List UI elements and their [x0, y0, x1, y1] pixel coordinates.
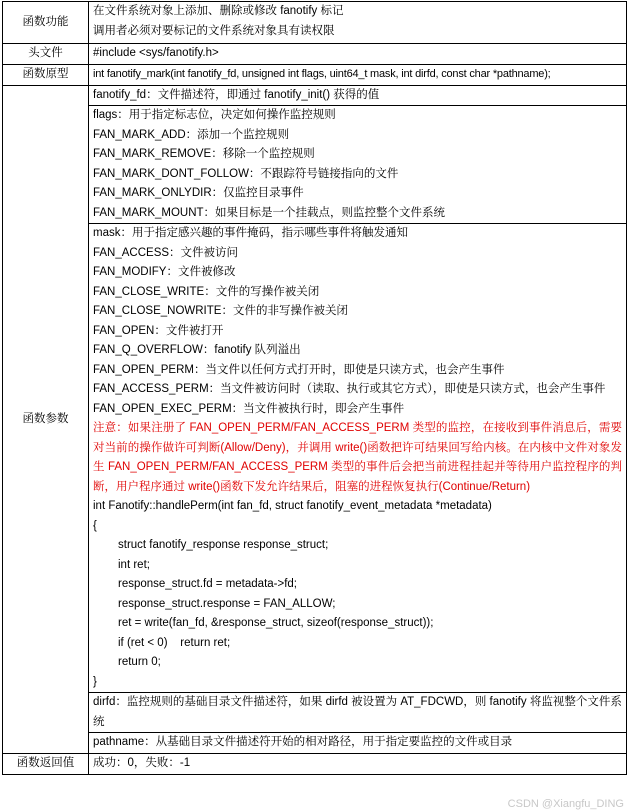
row-return: [3, 754, 627, 775]
mask-line: FAN_OPEN：文件被打开: [93, 324, 224, 337]
row-param-fanotify-fd: [3, 85, 627, 106]
value-return: 成功：0，失败：-1: [89, 754, 627, 775]
value-prototype: int fanotify_mark(int fanotify_fd, unsigned int flags, uint64_t mask, int dirfd, const char *pathname);: [89, 65, 627, 86]
code-line: ret = write(fan_fd, &response_struct, sizeof(response_struct));: [118, 617, 434, 629]
mask-line: FAN_CLOSE_WRITE：文件的写操作被关闭: [93, 285, 320, 298]
value-function: [89, 2, 627, 44]
mask-line: FAN_ACCESS：文件被访问: [93, 246, 239, 259]
param-dirfd: dirfd：监控规则的基础目录文件描述符，如果 dirfd 被设置为 AT_FDCWD，则 fanotify 将监视整个文件系统: [89, 693, 627, 733]
flags-line: FAN_MARK_DONT_FOLLOW：不跟踪符号链接指向的文件: [93, 167, 399, 180]
param-fanotify-fd: fanotify_fd：文件描述符，即通过 fanotify_init() 获得的值: [89, 85, 627, 106]
value-header: #include <sys/fanotify.h>: [89, 44, 627, 65]
label-return: 函数返回值: [3, 754, 89, 775]
row-header: [3, 44, 627, 65]
code-line: if (ret < 0) return ret;: [118, 636, 231, 649]
label-prototype: 函数原型: [3, 65, 89, 86]
code-line: struct fanotify_response response_struct;: [118, 539, 329, 551]
code-line: response_struct.fd = metadata->fd;: [118, 578, 297, 590]
mask-line: FAN_Q_OVERFLOW：fanotify 队列溢出: [93, 344, 301, 356]
row-param-dirfd: [3, 693, 627, 733]
row-prototype: [3, 65, 627, 86]
code-line: {: [93, 519, 97, 532]
flags-line: flags：用于指定标志位，决定如何操作监控规则: [93, 109, 336, 121]
code-line: int ret;: [118, 558, 150, 571]
param-pathname: pathname：从基础目录文件描述符开始的相对路径，用于指定要监控的文件或目录: [89, 733, 627, 754]
mask-line: FAN_OPEN_EXEC_PERM：当文件被执行时，即会产生事件: [93, 402, 405, 415]
row-param-flags: [3, 106, 627, 224]
mask-line: FAN_CLOSE_NOWRITE：文件的非写操作被关闭: [93, 305, 348, 317]
row-function: [3, 2, 627, 44]
watermark: CSDN @Xiangfu_DING: [507, 798, 624, 810]
label-function: 函数功能: [3, 2, 89, 44]
flags-line: FAN_MARK_ADD：添加一个监控规则: [93, 128, 290, 141]
flags-line: FAN_MARK_MOUNT：如果目标是一个挂载点，则监控整个文件系统: [93, 206, 446, 219]
flags-line: FAN_MARK_ONLYDIR：仅监控目录事件: [93, 187, 304, 199]
code-line: return 0;: [118, 656, 161, 668]
code-line: int Fanotify::handlePerm(int fan_fd, struct fanotify_event_metadata *metadata): [93, 500, 492, 512]
function-line: 在文件系统对象上添加、删除或修改 fanotify 标记: [93, 5, 344, 17]
flags-line: FAN_MARK_REMOVE：移除一个监控规则: [93, 148, 315, 160]
perm-note: 注意：如果注册了 FAN_OPEN_PERM/FAN_ACCESS_PERM 类型的监控，在接收到事件消息后，需要对当前的操作做许可判断(Allow/Deny)，并调用 write()函数把许可结果回写给内核。在内核中文件对象发生 FAN_OPEN_PERM/FAN_ACCESS_PERM 类型的事件后会把当前进程挂起并等待用户监控程序的判断，用户程序通过 write()函数下发允许结果后，阻塞的进程恢复执行(Continue/Return): [93, 422, 622, 493]
mask-line: FAN_OPEN_PERM：当文件以任何方式打开时，即使是只读方式，也会产生事件: [93, 363, 505, 376]
row-param-mask: [3, 224, 627, 693]
fanotify-mark-doc-table: [2, 1, 627, 775]
row-param-pathname: [3, 733, 627, 754]
function-line: 调用者必须对要标记的文件系统对象具有读权限: [93, 24, 335, 37]
mask-line: mask：用于指定感兴趣的事件掩码，指示哪些事件将触发通知: [93, 227, 408, 239]
code-line: response_struct.response = FAN_ALLOW;: [118, 597, 336, 610]
param-flags: [89, 106, 627, 224]
param-mask: [89, 224, 627, 693]
label-header: 头文件: [3, 44, 89, 65]
mask-line: FAN_ACCESS_PERM：当文件被访问时（读取、执行或其它方式），即使是只读方式，也会产生事件: [93, 383, 606, 395]
code-line: }: [93, 675, 97, 688]
label-params: 函数参数: [3, 85, 89, 754]
mask-line: FAN_MODIFY：文件被修改: [93, 266, 236, 278]
